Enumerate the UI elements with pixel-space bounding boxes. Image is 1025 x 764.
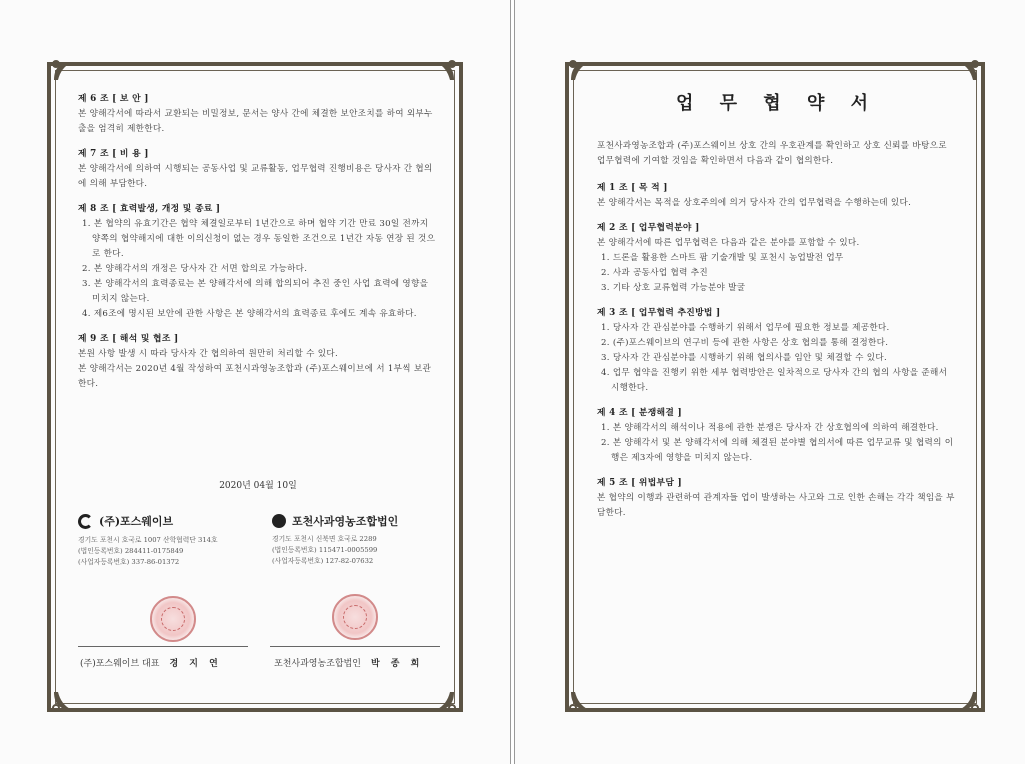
- article-2: [78, 147, 438, 192]
- signature-rule: [78, 646, 248, 647]
- right-articles: [597, 181, 957, 521]
- article-clause: 1. 당사자 간 관심분야를 수행하기 위해서 업무에 필요한 정보를 제공한다.: [601, 323, 890, 333]
- article-clause: 3. 당사자 간 관심분야를 시행하기 위해 협의사를 임안 및 체결할 수 있다.: [601, 353, 888, 363]
- article-text: 본 양해각서는 2020년 4월 작성하여 포천시과영농조합과 (주)포스웨이브에 서 1부씩 보관한다.: [78, 364, 432, 389]
- party-b-block: [272, 514, 442, 567]
- article-text: 본 양해각서에 따라서 교환되는 비밀정보, 문서는 양사 간에 체결한 보안조치를 하여 외부누출을 엄격히 제한한다.: [78, 109, 433, 134]
- article-text: 본 양해각서에 따른 업무협력은 다음과 같은 분야를 포함할 수 있다.: [597, 238, 860, 248]
- article-heading: 제 6 조 [ 보 안 ]: [78, 94, 149, 104]
- signing-date: 2020년 04월 10일: [219, 481, 297, 491]
- corner-ornament-icon: [432, 688, 458, 714]
- article-clause: 2. 사과 공동사업 협력 추진: [601, 268, 708, 278]
- article-clause: 4. 제6조에 명시된 보안에 관한 사항은 본 양해각서의 효력종료 후에도 계속 유효하다.: [82, 309, 417, 319]
- article-1: [78, 92, 438, 137]
- corner-ornament-icon: [955, 688, 981, 714]
- agreement-title: 업 무 협 약 서: [675, 93, 878, 114]
- article-1: [597, 181, 957, 211]
- party-a-seal-icon: [150, 596, 196, 642]
- article-clause: 2. 본 양해각서 및 본 양해각서에 의해 체결된 분야별 협의서에 따른 업무교류 및 협력의 이행은 제3자에 영향을 미치지 않는다.: [601, 438, 954, 463]
- corner-ornament-icon: [567, 58, 593, 84]
- party-a-block: [78, 514, 248, 568]
- left-page: [0, 0, 511, 764]
- article-text: 본 협약의 이행과 관련하여 관계자들 업이 발생하는 사고와 그로 인한 손해는 각각 책임을 부담한다.: [597, 493, 955, 518]
- article-5: [597, 476, 957, 521]
- party-a-signature: [80, 656, 222, 669]
- article-heading: 제 9 조 [ 해석 및 협조 ]: [78, 334, 179, 344]
- article-heading: 제 4 조 [ 분쟁해결 ]: [597, 408, 682, 418]
- article-text: 본원 사항 발생 시 따라 당사자 간 협의하여 원만히 처리할 수 있다.: [78, 349, 339, 359]
- right-content: [597, 94, 957, 521]
- article-clause: 4. 업무 협약을 진행키 위한 세부 협력방안은 일차적으로 당사자 간의 협의 사항을 준해서 시행한다.: [601, 368, 948, 393]
- apple-logo-icon: [272, 514, 286, 528]
- party-b-biz-no: (사업자등록번호) 127-82-07632: [272, 557, 374, 565]
- party-a-signer-title: (주)포스웨이브 대표: [80, 659, 160, 669]
- party-b-seal-icon: [332, 594, 378, 640]
- article-4: [597, 406, 957, 466]
- article-heading: 제 1 조 [ 목 적 ]: [597, 183, 668, 193]
- article-clause: 3. 본 양해각서의 효력종료는 본 양해각서에 의해 합의되어 추진 중인 사업 효력에 영향을 미치지 않는다.: [82, 279, 429, 304]
- article-clause: 2. 본 양해각서의 개정은 당사자 간 서면 합의로 가능하다.: [82, 264, 308, 274]
- party-b-corp-no: (법인등록번호) 115471-0005599: [272, 546, 378, 554]
- article-3: [597, 306, 957, 396]
- corner-ornament-icon: [432, 58, 458, 84]
- right-page: [514, 0, 1025, 764]
- article-4: [78, 332, 438, 392]
- article-2: [597, 221, 957, 296]
- article-text: 본 양해각서는 목적을 상호주의에 의거 당사자 간의 업무협력을 수행하는데 있다.: [597, 198, 912, 208]
- article-heading: 제 2 조 [ 업무협력분야 ]: [597, 223, 700, 233]
- corner-ornament-icon: [50, 688, 76, 714]
- corner-ornament-icon: [50, 58, 76, 84]
- article-clause: 2. (주)포스웨이브의 연구비 등에 관한 사항은 상호 협의를 통해 결정한다.: [601, 338, 889, 348]
- article-clause: 3. 기타 상호 교류협력 가능분야 발굴: [601, 283, 746, 293]
- party-b-address: 경기도 포천시 신북면 호국로 2289: [272, 535, 377, 543]
- party-a-address: 경기도 포천시 호국로 1007 산학협력단 314호: [78, 536, 218, 544]
- signature-rule: [270, 646, 440, 647]
- party-a-signer-name: 경 지 연: [169, 659, 222, 669]
- article-heading: 제 7 조 [ 비 용 ]: [78, 149, 149, 159]
- party-b-name: 포천사과영농조합법인: [292, 514, 399, 528]
- corner-ornament-icon: [567, 688, 593, 714]
- article-heading: 제 5 조 [ 위법부담 ]: [597, 478, 682, 488]
- party-b-signer-name: 박 종 희: [370, 659, 424, 669]
- left-articles: [78, 92, 438, 392]
- party-b-signer-title: 포천사과영농조합법인: [274, 659, 361, 669]
- article-clause: 1. 본 협약의 유효기간은 협약 체결일로부터 1년간으로 하며 협약 기간 만료 30일 전까지 양쪽의 협약해지에 대한 이의신청이 없는 경우 동일한 조건으로 1년간 자동 연장 된 것으로 한다.: [82, 219, 436, 259]
- company-logo-icon: [78, 514, 93, 529]
- party-b-signature: [274, 656, 423, 669]
- article-3: [78, 202, 438, 322]
- article-clause: 1. 본 양해각서의 해석이나 적용에 관한 분쟁은 당사자 간 상호협의에 의하여 해결한다.: [601, 423, 939, 433]
- corner-ornament-icon: [955, 58, 981, 84]
- agreement-intro: 포천사과영농조합과 (주)포스웨이브 상호 간의 우호관계를 확인하고 상호 신뢰를 바탕으로 업무협력에 기여할 것임을 확인하면서 다음과 같이 협의한다.: [597, 141, 947, 166]
- article-heading: 제 8 조 [ 효력발생, 개정 및 종료 ]: [78, 204, 221, 214]
- party-a-name: (주)포스웨이브: [99, 515, 174, 528]
- article-heading: 제 3 조 [ 업무협력 추진방법 ]: [597, 308, 721, 318]
- article-clause: 1. 드론을 활용한 스마트 팜 기술개발 및 포천시 농업발전 업무: [601, 253, 844, 263]
- party-a-biz-no: (사업자등록번호) 337-86-01372: [78, 558, 180, 566]
- article-text: 본 양해각서에 의하여 시행되는 공동사업 및 교류활동, 업무협력 진행비용은 당사자 간 협의에 의해 부담한다.: [78, 164, 433, 189]
- party-a-corp-no: (법인등록번호) 284411-0175849: [78, 547, 184, 555]
